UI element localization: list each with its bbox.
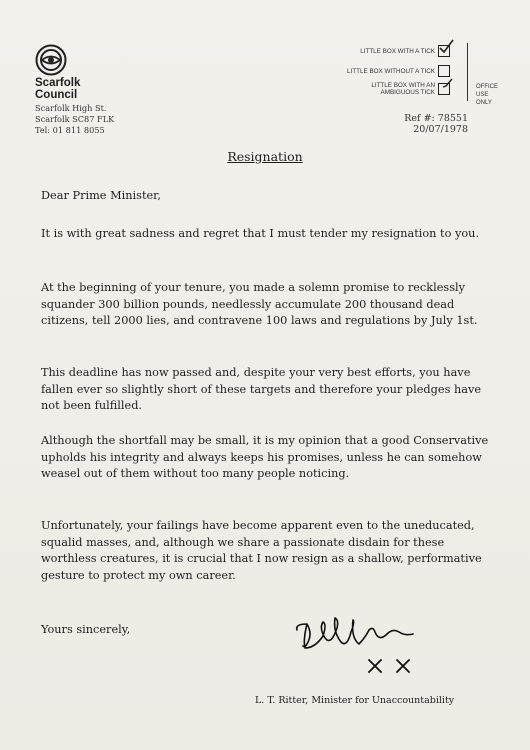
council-name-line1: Scarfolk <box>35 77 81 89</box>
tick-mark-icon <box>438 39 454 55</box>
ambiguous-tick-icon <box>440 78 454 92</box>
letter-date: 20/07/1978 <box>413 124 468 135</box>
office-use-line1: OFFICE <box>476 84 498 90</box>
tick-option-label: LITTLE BOX WITHOUT A TICK <box>347 67 435 75</box>
tick-option-label <box>371 82 435 96</box>
salutation: Dear Prime Minister, <box>41 189 161 202</box>
address-line-3: Tel: 01 811 8055 <box>35 125 105 135</box>
council-name-line2: Council <box>35 89 78 101</box>
paragraph-2: At the beginning of your tenure, you made a solemn promise to recklessly squander 300 billion pounds, needlessly accumulate 200 thousand dead citizens, tell 2000 lies, and contravene 100 laws and regulations by July 1st. <box>41 281 478 327</box>
closing: Yours sincerely, <box>41 623 131 636</box>
address-line-2: Scarfolk SC87 FLK <box>35 114 115 124</box>
tick-option-ticked <box>360 45 450 57</box>
paragraph-3: This deadline has now passed and, despite your very best efforts, you have fallen ever so slightly short of these targets and therefore your pledges have not been fulfilled. <box>41 366 482 412</box>
ticked-checkbox <box>438 45 450 57</box>
scarfolk-eye-logo <box>35 44 67 76</box>
tick-option-empty <box>347 65 450 77</box>
office-divider-line <box>467 43 468 101</box>
office-use-only-label <box>476 83 498 107</box>
ambiguous-checkbox <box>438 83 450 95</box>
reference-number: Ref #: 78551 <box>404 113 468 124</box>
handwritten-signature <box>293 608 433 678</box>
letter-subject <box>0 149 530 164</box>
tick-option-label-line2: AMBIGUOUS TICK <box>380 89 435 96</box>
reference-block <box>404 113 468 135</box>
office-use-line2: USE ONLY <box>476 92 492 106</box>
tick-option-label: LITTLE BOX WITH A TICK <box>360 47 435 55</box>
council-address <box>35 103 114 136</box>
office-tick-box-panel <box>330 45 498 106</box>
paragraph-1: It is with great sadness and regret that I must tender my resignation to you. <box>41 227 480 240</box>
tick-option-label-line1: LITTLE BOX WITH AN <box>371 82 435 89</box>
subject-text: Resignation <box>227 149 303 164</box>
paragraph-5: Unfortunately, your failings have become apparent even to the uneducated, squalid masses, and, although we share a passionate disdain for these worthless creatures, it is crucial that I now resign as a shallow, performative gesture to protect my own career. <box>41 519 482 582</box>
tick-option-ambiguous <box>371 82 450 96</box>
empty-checkbox <box>438 65 450 77</box>
council-name <box>35 77 80 101</box>
address-line-1: Scarfolk High St. <box>35 103 107 113</box>
signoff-name-title: L. T. Ritter, Minister for Unaccountability <box>255 695 455 706</box>
paragraph-4: Although the shortfall may be small, it is my opinion that a good Conservative upholds his integrity and always keeps his promises, unless he can somehow weasel out of them without too many people noticing. <box>41 434 489 480</box>
